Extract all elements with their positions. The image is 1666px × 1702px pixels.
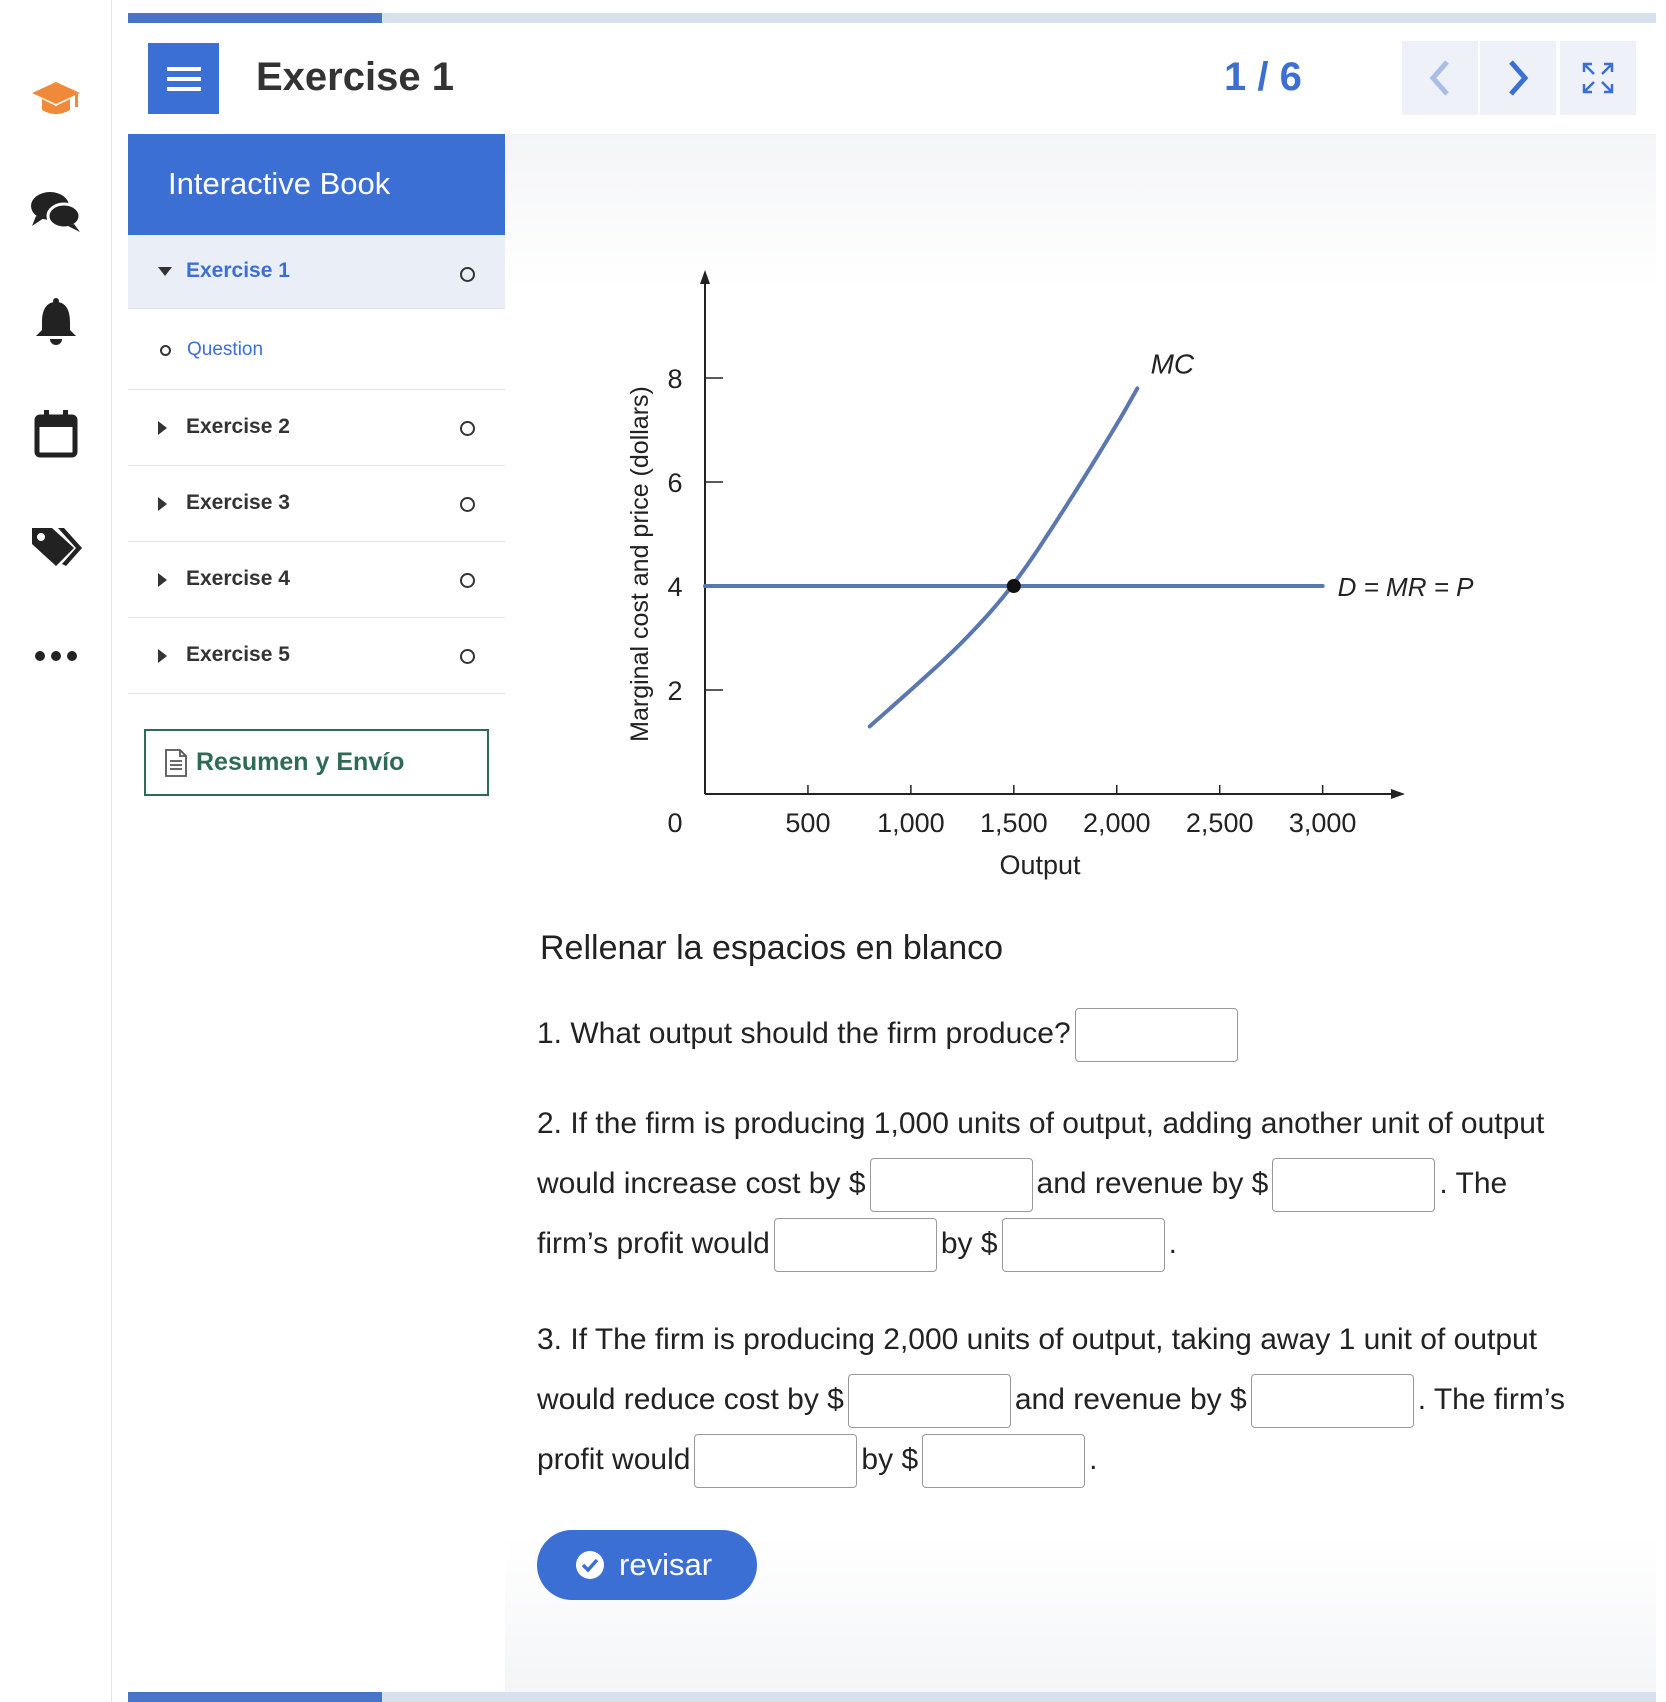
progress-fill <box>128 1692 382 1702</box>
bullet-circle-icon <box>160 345 171 356</box>
y-tick-label: 8 <box>667 364 683 394</box>
q3-profit-amount-input[interactable] <box>922 1434 1085 1488</box>
question-text: by $ <box>940 1227 998 1260</box>
x-tick-label: 1,000 <box>877 808 945 838</box>
chevron-left-icon <box>1425 58 1455 98</box>
mc-curve <box>870 388 1138 726</box>
menu-icon-bar <box>167 87 201 91</box>
interactive-book-frame <box>128 0 1656 1702</box>
question-text: . <box>1089 1443 1098 1476</box>
sidebar-item-exercise-2[interactable] <box>128 390 505 466</box>
question-text: would reduce cost by $ <box>537 1383 844 1416</box>
graduation-cap-icon[interactable] <box>0 80 112 120</box>
expand-icon <box>1582 62 1614 94</box>
sidebar-item-label: Exercise 5 <box>186 643 290 666</box>
progress-bar-bottom <box>128 1692 1656 1702</box>
summary-submit-button[interactable] <box>144 729 489 796</box>
caret-right-icon <box>158 573 168 587</box>
status-circle-icon <box>460 497 475 512</box>
x-tick-label: 1,500 <box>980 808 1048 838</box>
sidebar-item-exercise-3[interactable] <box>128 466 505 542</box>
caret-right-icon <box>158 649 168 663</box>
x-tick-label: 2,000 <box>1082 808 1151 838</box>
q1-output-input[interactable] <box>1075 1008 1238 1062</box>
demand-series-label: D = MR = P <box>1337 572 1474 602</box>
question-text: firm’s profit would <box>537 1227 770 1260</box>
menu-toggle-button[interactable] <box>148 43 219 114</box>
question-3 <box>537 1310 1565 1490</box>
question-text: 1. What output should the firm produce? <box>537 1017 1071 1050</box>
q3-profit-change-input[interactable] <box>694 1434 857 1488</box>
q3-cost-input[interactable] <box>848 1374 1011 1428</box>
document-icon <box>164 749 188 777</box>
question-text: . <box>1168 1227 1177 1260</box>
x-axis-arrow <box>1391 789 1405 799</box>
page-counter: 1 / 6 <box>1224 55 1302 99</box>
sidebar-item-label: Exercise 1 <box>186 259 290 282</box>
q2-profit-amount-input[interactable] <box>1002 1218 1165 1272</box>
x-tick-label: 2,500 <box>1185 808 1254 838</box>
instructions-text: Rellenar la espacios en blanco <box>540 929 1004 967</box>
question-text: profit would <box>537 1443 691 1476</box>
sidebar-item-label: Exercise 3 <box>186 491 290 514</box>
question-text: and revenue by $ <box>1036 1167 1269 1200</box>
lms-rail <box>0 0 112 1702</box>
question-text: 2. If the firm is producing 1,000 units of output, adding another unit of output <box>537 1107 1545 1140</box>
y-axis-arrow <box>700 270 710 284</box>
book-header <box>128 23 1656 133</box>
q2-cost-input[interactable] <box>870 1158 1033 1212</box>
chevron-right-icon <box>1503 58 1533 98</box>
chat-bubbles-icon[interactable] <box>0 190 112 234</box>
question-text: would increase cost by $ <box>537 1167 866 1200</box>
chapter-sidebar <box>128 134 505 1692</box>
status-circle-icon <box>460 573 475 588</box>
progress-fill <box>128 13 382 23</box>
page-title: Exercise 1 <box>256 55 454 99</box>
caret-right-icon <box>158 421 168 435</box>
user-avatar-icon[interactable] <box>0 0 112 10</box>
menu-icon-bar <box>167 67 201 71</box>
x-axis-label: Output <box>999 850 1081 880</box>
y-tick-label: 4 <box>667 572 683 602</box>
progress-bar-top <box>128 13 1656 23</box>
exercise-content <box>505 134 1656 1692</box>
x-tick-label: 500 <box>785 808 831 838</box>
sidebar-item-exercise-4[interactable] <box>128 542 505 618</box>
calendar-icon[interactable] <box>0 410 112 458</box>
tags-icon[interactable] <box>0 524 112 570</box>
y-tick-label: 2 <box>667 676 683 706</box>
check-answers-button[interactable] <box>537 1530 757 1600</box>
more-icon[interactable] <box>0 648 112 664</box>
q3-revenue-input[interactable] <box>1251 1374 1414 1428</box>
sidebar-item-exercise-1[interactable] <box>128 235 505 309</box>
x-tick-label: 3,000 <box>1288 808 1357 838</box>
sidebar-item-label: Exercise 4 <box>186 567 290 590</box>
question-text: by $ <box>861 1443 919 1476</box>
question-text: . The <box>1439 1167 1508 1200</box>
check-circle-icon <box>575 1550 605 1580</box>
status-circle-icon <box>460 267 475 282</box>
caret-down-icon <box>158 267 172 277</box>
question-1 <box>537 1004 1242 1064</box>
sidebar-subitem-label: Question <box>187 339 264 360</box>
y-tick-label: 6 <box>667 468 683 498</box>
status-circle-icon <box>460 649 475 664</box>
sidebar-subitem-question[interactable] <box>128 309 505 390</box>
question-text: 3. If The firm is producing 2,000 units of output, taking away 1 unit of output <box>537 1323 1538 1356</box>
menu-icon-bar <box>167 77 201 81</box>
previous-page-button[interactable] <box>1402 41 1478 115</box>
question-2 <box>537 1094 1544 1274</box>
sidebar-item-exercise-5[interactable] <box>128 618 505 694</box>
check-button-label: revisar <box>619 1547 713 1582</box>
bell-icon[interactable] <box>0 298 112 346</box>
equilibrium-point <box>1007 579 1021 593</box>
next-page-button[interactable] <box>1480 41 1556 115</box>
marginal-cost-chart <box>615 234 1474 880</box>
q2-profit-change-input[interactable] <box>774 1218 937 1272</box>
question-text: . The firm’s <box>1417 1383 1565 1416</box>
q2-revenue-input[interactable] <box>1272 1158 1435 1212</box>
caret-right-icon <box>158 497 168 511</box>
sidebar-item-label: Exercise 2 <box>186 415 290 438</box>
y-axis-label: Marginal cost and price (dollars) <box>626 386 654 742</box>
status-circle-icon <box>460 421 475 436</box>
mc-series-label: MC <box>1150 348 1195 380</box>
fullscreen-button[interactable] <box>1560 41 1636 115</box>
summary-button-label: Resumen y Envío <box>196 748 405 776</box>
question-text: and revenue by $ <box>1014 1383 1247 1416</box>
origin-label: 0 <box>667 808 683 838</box>
sidebar-heading: Interactive Book <box>128 134 505 235</box>
